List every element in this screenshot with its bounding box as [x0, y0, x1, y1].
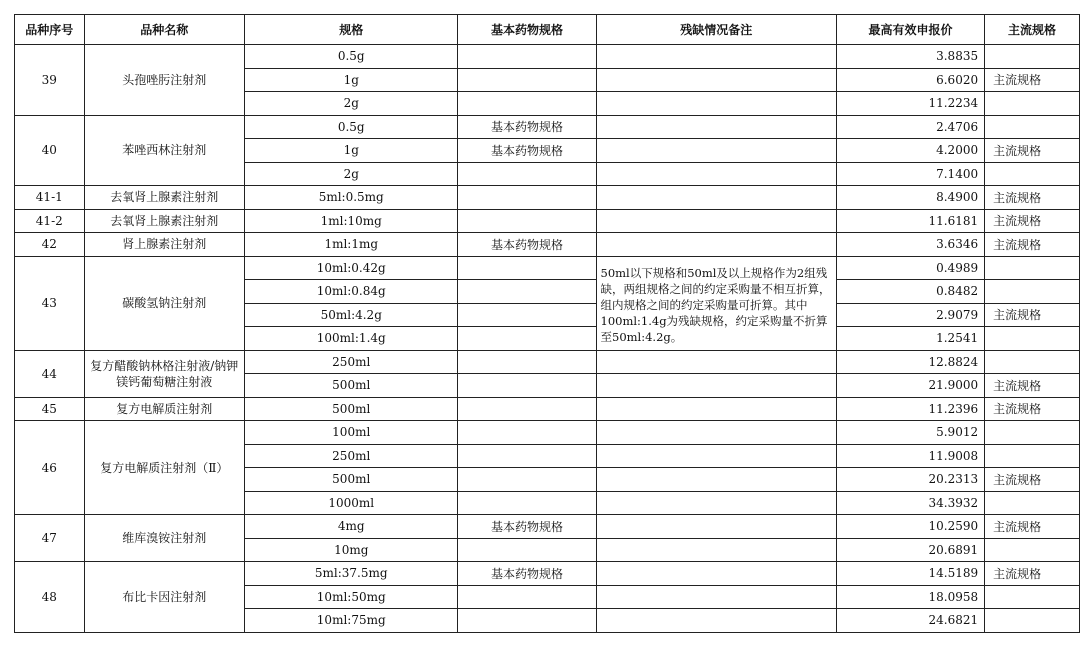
cell-main — [985, 421, 1080, 445]
cell-price: 5.9012 — [837, 421, 985, 445]
cell-seq: 39 — [15, 45, 85, 116]
cell-main — [985, 350, 1080, 374]
cell-spec: 250ml — [245, 350, 458, 374]
cell-note — [596, 115, 837, 139]
cell-name: 复方醋酸钠林格注射液/钠钾镁钙葡萄糖注射液 — [84, 350, 244, 397]
cell-note — [596, 515, 837, 539]
cell-price: 14.5189 — [837, 562, 985, 586]
cell-basic: 基本药物规格 — [458, 233, 596, 257]
cell-main — [985, 327, 1080, 351]
cell-basic: 基本药物规格 — [458, 115, 596, 139]
cell-price: 11.6181 — [837, 209, 985, 233]
cell-main: 主流规格 — [985, 303, 1080, 327]
cell-main: 主流规格 — [985, 515, 1080, 539]
table-row — [15, 421, 1080, 445]
cell-spec: 250ml — [245, 444, 458, 468]
cell-spec: 10mg — [245, 538, 458, 562]
cell-price: 18.0958 — [837, 585, 985, 609]
cell-note — [596, 68, 837, 92]
cell-name: 碳酸氢钠注射剂 — [84, 256, 244, 350]
cell-spec: 4mg — [245, 515, 458, 539]
cell-seq: 43 — [15, 256, 85, 350]
cell-note — [596, 186, 837, 210]
cell-basic — [458, 92, 596, 116]
cell-name: 苯唑西林注射剂 — [84, 115, 244, 186]
cell-spec: 50ml:4.2g — [245, 303, 458, 327]
cell-main: 主流规格 — [985, 68, 1080, 92]
cell-note — [596, 350, 837, 374]
cell-seq: 41-1 — [15, 186, 85, 210]
table-row — [15, 515, 1080, 539]
cell-basic: 基本药物规格 — [458, 139, 596, 163]
cell-spec: 0.5g — [245, 45, 458, 69]
table-row — [15, 209, 1080, 233]
cell-price: 12.8824 — [837, 350, 985, 374]
cell-spec: 2g — [245, 92, 458, 116]
cell-basic — [458, 538, 596, 562]
cell-name: 头孢唑肟注射剂 — [84, 45, 244, 116]
table-row — [15, 45, 1080, 69]
cell-basic — [458, 45, 596, 69]
cell-basic — [458, 444, 596, 468]
cell-price: 3.6346 — [837, 233, 985, 257]
cell-basic: 基本药物规格 — [458, 562, 596, 586]
cell-price: 4.2000 — [837, 139, 985, 163]
cell-spec: 1g — [245, 139, 458, 163]
cell-name: 复方电解质注射剂（Ⅱ） — [84, 421, 244, 515]
cell-price: 1.2541 — [837, 327, 985, 351]
cell-main — [985, 609, 1080, 633]
cell-price: 6.6020 — [837, 68, 985, 92]
cell-spec: 1ml:1mg — [245, 233, 458, 257]
cell-seq: 42 — [15, 233, 85, 257]
cell-price: 11.9008 — [837, 444, 985, 468]
cell-note — [596, 139, 837, 163]
cell-note — [596, 92, 837, 116]
cell-main — [985, 280, 1080, 304]
header-main: 主流规格 — [985, 15, 1080, 45]
cell-price: 3.8835 — [837, 45, 985, 69]
cell-note: 50ml以下规格和50ml及以上规格作为2组残缺，两组规格之间的约定采购量不相互折算，组内规格之间的约定采购量可折算。其中100ml:1.4g为残缺规格，约定采购量不折算至50ml:4.2g。 — [596, 256, 837, 350]
cell-basic — [458, 585, 596, 609]
table-row — [15, 115, 1080, 139]
cell-main — [985, 162, 1080, 186]
cell-note — [596, 374, 837, 398]
cell-spec: 1000ml — [245, 491, 458, 515]
cell-basic — [458, 609, 596, 633]
cell-main: 主流规格 — [985, 397, 1080, 421]
cell-seq: 41-2 — [15, 209, 85, 233]
cell-price: 20.6891 — [837, 538, 985, 562]
cell-price: 34.3932 — [837, 491, 985, 515]
cell-seq: 48 — [15, 562, 85, 633]
cell-price: 10.2590 — [837, 515, 985, 539]
cell-main: 主流规格 — [985, 562, 1080, 586]
cell-price: 2.4706 — [837, 115, 985, 139]
cell-note — [596, 585, 837, 609]
cell-price: 11.2396 — [837, 397, 985, 421]
cell-basic — [458, 68, 596, 92]
cell-spec: 1ml:10mg — [245, 209, 458, 233]
cell-spec: 500ml — [245, 374, 458, 398]
cell-basic: 基本药物规格 — [458, 515, 596, 539]
cell-basic — [458, 350, 596, 374]
header-seq: 品种序号 — [15, 15, 85, 45]
cell-seq: 40 — [15, 115, 85, 186]
header-note: 残缺情况备注 — [596, 15, 837, 45]
table-row — [15, 186, 1080, 210]
cell-note — [596, 233, 837, 257]
cell-main: 主流规格 — [985, 209, 1080, 233]
cell-spec: 10ml:0.42g — [245, 256, 458, 280]
cell-note — [596, 397, 837, 421]
cell-basic — [458, 397, 596, 421]
cell-note — [596, 609, 837, 633]
cell-price: 24.6821 — [837, 609, 985, 633]
cell-main — [985, 256, 1080, 280]
cell-note — [596, 45, 837, 69]
cell-main: 主流规格 — [985, 233, 1080, 257]
cell-note — [596, 421, 837, 445]
cell-main: 主流规格 — [985, 374, 1080, 398]
cell-name: 肾上腺素注射剂 — [84, 233, 244, 257]
header-name: 品种名称 — [84, 15, 244, 45]
cell-main — [985, 491, 1080, 515]
cell-main: 主流规格 — [985, 468, 1080, 492]
cell-basic — [458, 374, 596, 398]
cell-basic — [458, 256, 596, 280]
cell-note — [596, 468, 837, 492]
cell-note — [596, 162, 837, 186]
cell-seq: 46 — [15, 421, 85, 515]
cell-basic — [458, 303, 596, 327]
cell-main — [985, 45, 1080, 69]
cell-price: 8.4900 — [837, 186, 985, 210]
cell-main: 主流规格 — [985, 139, 1080, 163]
cell-price: 7.1400 — [837, 162, 985, 186]
cell-main — [985, 444, 1080, 468]
cell-spec: 10ml:50mg — [245, 585, 458, 609]
cell-note — [596, 562, 837, 586]
cell-note — [596, 209, 837, 233]
cell-spec: 500ml — [245, 397, 458, 421]
cell-name: 去氧肾上腺素注射剂 — [84, 209, 244, 233]
header-price: 最高有效申报价 — [837, 15, 985, 45]
cell-main — [985, 115, 1080, 139]
cell-note — [596, 538, 837, 562]
cell-basic — [458, 491, 596, 515]
drug-price-table — [14, 14, 1080, 633]
cell-spec: 500ml — [245, 468, 458, 492]
cell-seq: 44 — [15, 350, 85, 397]
cell-basic — [458, 421, 596, 445]
cell-name: 复方电解质注射剂 — [84, 397, 244, 421]
cell-name: 去氧肾上腺素注射剂 — [84, 186, 244, 210]
cell-spec: 1g — [245, 68, 458, 92]
table-row — [15, 233, 1080, 257]
cell-name: 维库溴铵注射剂 — [84, 515, 244, 562]
table-row — [15, 350, 1080, 374]
cell-price: 0.4989 — [837, 256, 985, 280]
cell-note — [596, 444, 837, 468]
cell-basic — [458, 468, 596, 492]
cell-spec: 0.5g — [245, 115, 458, 139]
cell-price: 2.9079 — [837, 303, 985, 327]
header-spec: 规格 — [245, 15, 458, 45]
cell-basic — [458, 209, 596, 233]
cell-basic — [458, 327, 596, 351]
cell-price: 20.2313 — [837, 468, 985, 492]
cell-seq: 45 — [15, 397, 85, 421]
cell-main — [985, 585, 1080, 609]
header-row — [15, 15, 1080, 45]
cell-price: 11.2234 — [837, 92, 985, 116]
cell-spec: 2g — [245, 162, 458, 186]
cell-spec: 5ml:37.5mg — [245, 562, 458, 586]
cell-price: 21.9000 — [837, 374, 985, 398]
cell-price: 0.8482 — [837, 280, 985, 304]
header-basic: 基本药物规格 — [458, 15, 596, 45]
cell-spec: 100ml:1.4g — [245, 327, 458, 351]
cell-note — [596, 491, 837, 515]
cell-spec: 5ml:0.5mg — [245, 186, 458, 210]
table-body — [15, 45, 1080, 633]
cell-spec: 10ml:0.84g — [245, 280, 458, 304]
cell-main — [985, 92, 1080, 116]
cell-basic — [458, 162, 596, 186]
table-row — [15, 562, 1080, 586]
cell-name: 布比卡因注射剂 — [84, 562, 244, 633]
cell-main — [985, 538, 1080, 562]
price-table-container — [14, 14, 1080, 633]
cell-basic — [458, 280, 596, 304]
cell-basic — [458, 186, 596, 210]
table-row — [15, 397, 1080, 421]
cell-main: 主流规格 — [985, 186, 1080, 210]
cell-spec: 10ml:75mg — [245, 609, 458, 633]
cell-spec: 100ml — [245, 421, 458, 445]
table-row — [15, 256, 1080, 280]
cell-seq: 47 — [15, 515, 85, 562]
